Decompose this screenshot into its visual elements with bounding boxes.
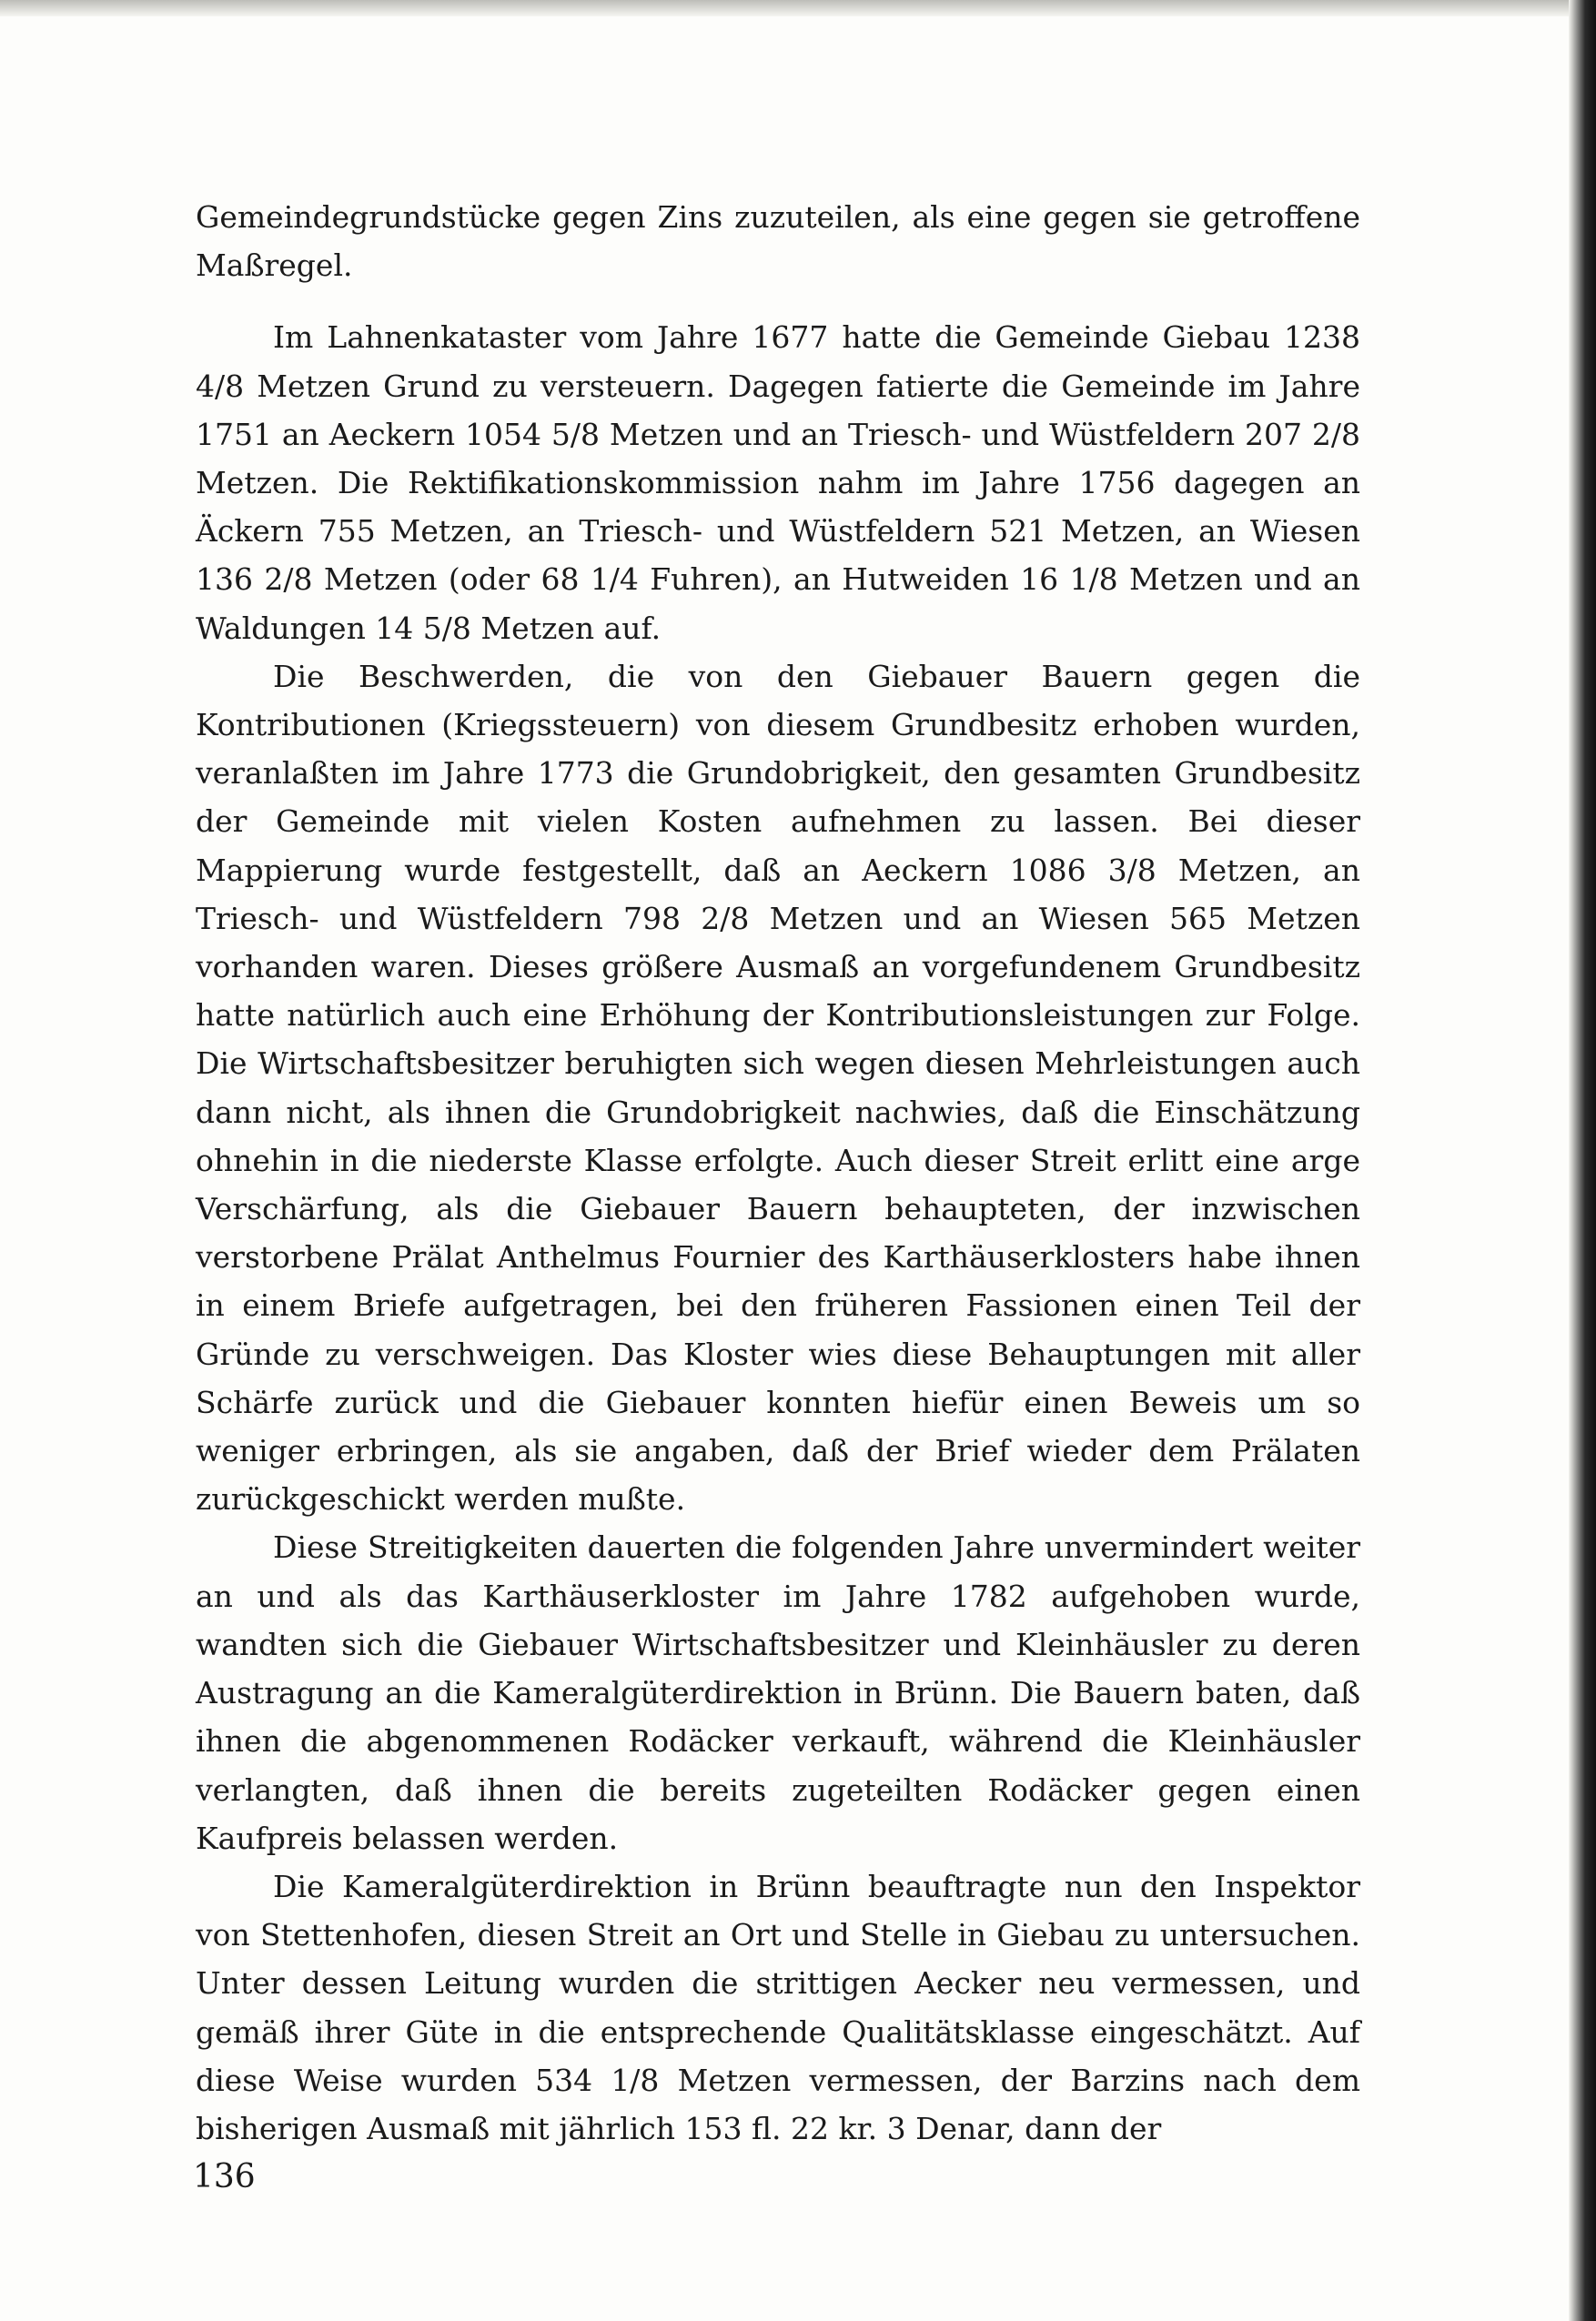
page-number: 136 bbox=[193, 2158, 256, 2195]
body-text bbox=[196, 193, 1360, 2153]
paragraph-lahnenkataster: Im Lahnenkataster vom Jahre 1677 hatte die Gemeinde Giebau 1238 4/8 Metzen Grund zu versteuern. Dagegen fatierte die Gemeinde im Jahre 1751 an Aeckern 1054 5/8 Metzen und an Triesch- und Wüstfeldern 207 2/8 Metzen. Die Rektifikationskommission nahm im Jahre 1756 dagegen an Äckern 755 Metzen, an Triesch- und Wüstfeldern 521 Metzen, an Wiesen 136 2/8 Metzen (oder 68 1/4 Fuhren), an Hutweiden 16 1/8 Metzen und an Waldungen 14 5/8 Metzen auf. bbox=[196, 319, 1360, 646]
paragraph-beschwerden: Die Beschwerden, die von den Giebauer Bauern gegen die Kontributionen (Kriegssteuern) von diesem Grundbesitz erhoben wurden, veranlaßten im Jahre 1773 die Grundobrigkeit, den gesamten Grundbesitz der Gemeinde mit vielen Kosten aufnehmen zu lassen. Bei dieser Mappierung wurde festgestellt, daß an Aeckern 1086 3/8 Metzen, an Triesch- und Wüstfeldern 798 2/8 Metzen und an Wiesen 565 Metzen vorhanden waren. Dieses größere Ausmaß an vorgefundenem Grundbesitz hatte natürlich auch eine Erhöhung der Kontributionsleistungen zur Folge. Die Wirtschaftsbesitzer beruhigten sich wegen diesen Mehrleistungen auch dann nicht, als ihnen die Grundobrigkeit nachwies, daß die Einschätzung ohnehin in die niederste Klasse erfolgte. Auch dieser Streit erlitt eine arge Verschärfung, als die Giebauer Bauern behaupteten, der inzwischen verstorbene Prälat Anthelmus Fournier des Karthäuserklosters habe ihnen in einem Briefe aufgetragen, bei den früheren Fassionen einen Teil der Gründe zu verschweigen. Das Kloster wies diese Behauptungen mit aller Schärfe zurück und die Giebauer konnten hiefür einen Beweis um so weniger erbringen, als sie angaben, daß der Brief wieder dem Prälaten zurückgeschickt werden mußte. bbox=[196, 658, 1360, 1518]
page-top-edge bbox=[0, 0, 1596, 16]
paragraph-continuation: Gemeindegrundstücke gegen Zins zuzuteilen, als eine gegen sie getroffene Maßregel. bbox=[196, 199, 1360, 284]
page-right-edge bbox=[1569, 0, 1596, 2321]
paragraph-streitigkeiten: Diese Streitigkeiten dauerten die folgenden Jahre unvermindert weiter an und als das Karthäuserkloster im Jahre 1782 aufgehoben wurde, wandten sich die Giebauer Wirtschaftsbesitzer und Kleinhäusler zu deren Austragung an die Kameralgüterdirektion in Brünn. Die Bauern baten, daß ihnen die abgenommenen Rodäcker verkauft, während die Kleinhäusler verlangten, daß ihnen die bereits zugeteilten Rodäcker gegen einen Kaufpreis belassen werden. bbox=[196, 1529, 1360, 1856]
paragraph-kameralgueterdirektion: Die Kameralgüterdirektion in Brünn beauftragte nun den Inspektor von Stettenhofen, diesen Streit an Ort und Stelle in Giebau zu untersuchen. Unter dessen Leitung wurden die strittigen Aecker neu vermessen, und gemäß ihrer Güte in die entsprechende Qualitätsklasse eingeschätzt. Auf diese Weise wurden 534 1/8 Metzen vermessen, der Barzins nach dem bisherigen Ausmaß mit jährlich 153 fl. 22 kr. 3 Denar, dann der bbox=[196, 1868, 1360, 2146]
